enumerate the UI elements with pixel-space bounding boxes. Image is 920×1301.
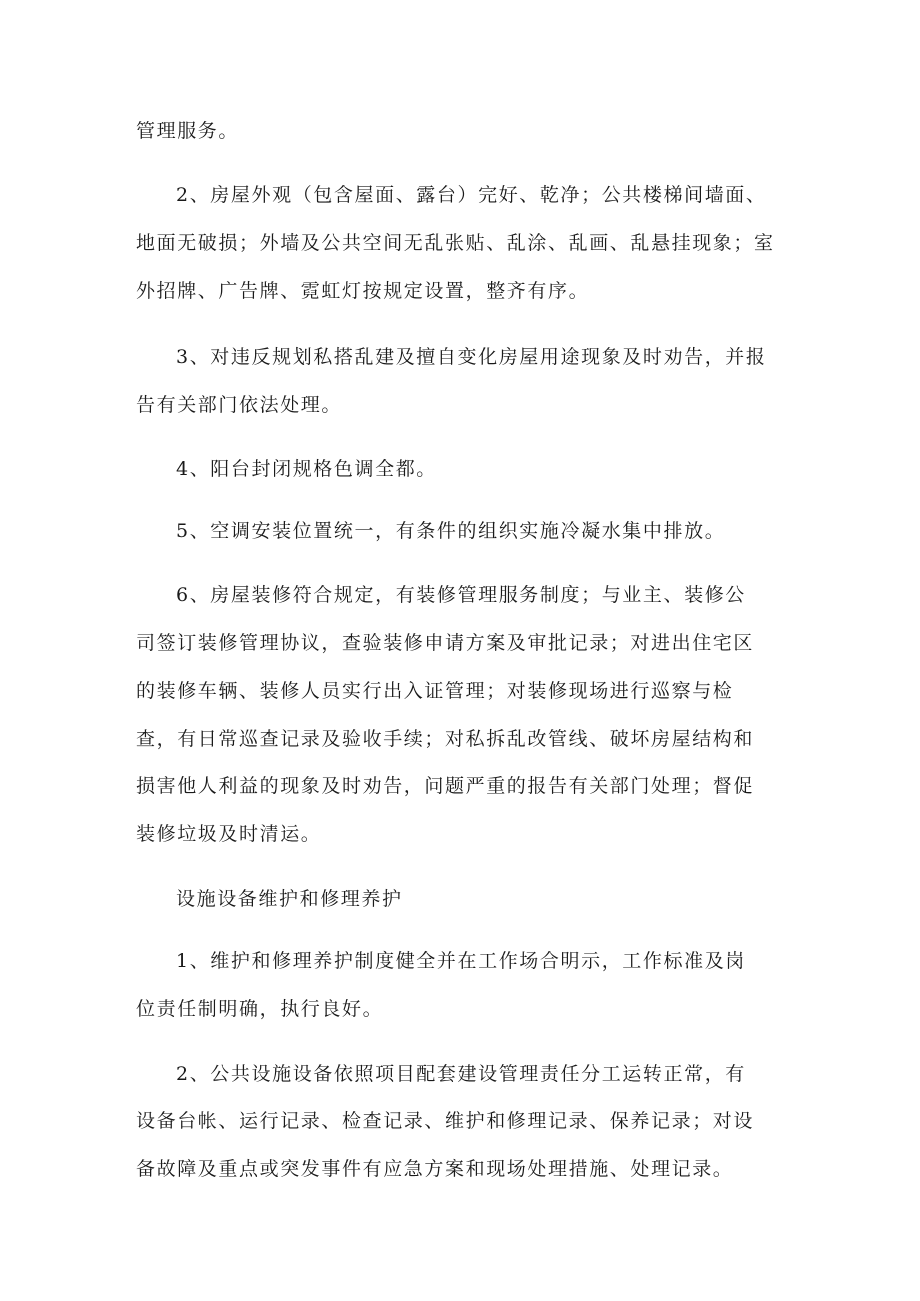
paragraph-line: 6、房屋装修符合规定，有装修管理服务制度；与业主、装修公	[176, 584, 746, 606]
paragraph-line: 告有关部门依法处理。	[136, 394, 343, 416]
paragraph-line: 备故障及重点或突发事件有应急方案和现场处理措施、处理记录。	[136, 1158, 734, 1180]
paragraph-line: 2、公共设施设备依照项目配套建设管理责任分工运转正常，有	[176, 1063, 746, 1085]
paragraph-line: 设备台帐、运行记录、检查记录、维护和修理记录、保养记录；对设	[136, 1110, 755, 1132]
paragraph-line: 地面无破损；外墙及公共空间无乱张贴、乱涂、乱画、乱悬挂现象；室	[136, 232, 775, 254]
paragraph-line: 管理服务。	[136, 120, 240, 142]
section-heading: 设施设备维护和修理养护	[176, 888, 403, 910]
paragraph-line: 3、对违反规划私搭乱建及擅自变化房屋用途现象及时劝告，并报	[176, 346, 767, 368]
paragraph-line: 装修垃圾及时清运。	[136, 823, 322, 845]
paragraph-line: 1、维护和修理养护制度健全并在工作场合明示，工作标准及岗	[176, 950, 746, 972]
paragraph-line: 4、阳台封闭规格色调全都。	[176, 458, 437, 480]
paragraph-line: 损害他人利益的现象及时劝告，问题严重的报告有关部门处理；督促	[136, 775, 755, 797]
paragraph-line: 的装修车辆、装修人员实行出入证管理；对装修现场进行巡察与检	[136, 680, 734, 702]
paragraph-line: 司签订装修管理协议，查验装修申请方案及审批记录；对进出住宅区	[136, 632, 755, 654]
paragraph-line: 外招牌、广告牌、霓虹灯按规定设置，整齐有序。	[136, 280, 590, 302]
paragraph-line: 查，有日常巡查记录及验收手续；对私拆乱改管线、破坏房屋结构和	[136, 728, 755, 750]
paragraph-line: 5、空调安装位置统一，有条件的组织实施冷凝水集中排放。	[176, 520, 726, 542]
paragraph-line: 2、房屋外观（包含屋面、露台）完好、乾净；公共楼梯间墙面、	[176, 184, 767, 206]
paragraph-line: 位责任制明确，执行良好。	[136, 998, 384, 1020]
